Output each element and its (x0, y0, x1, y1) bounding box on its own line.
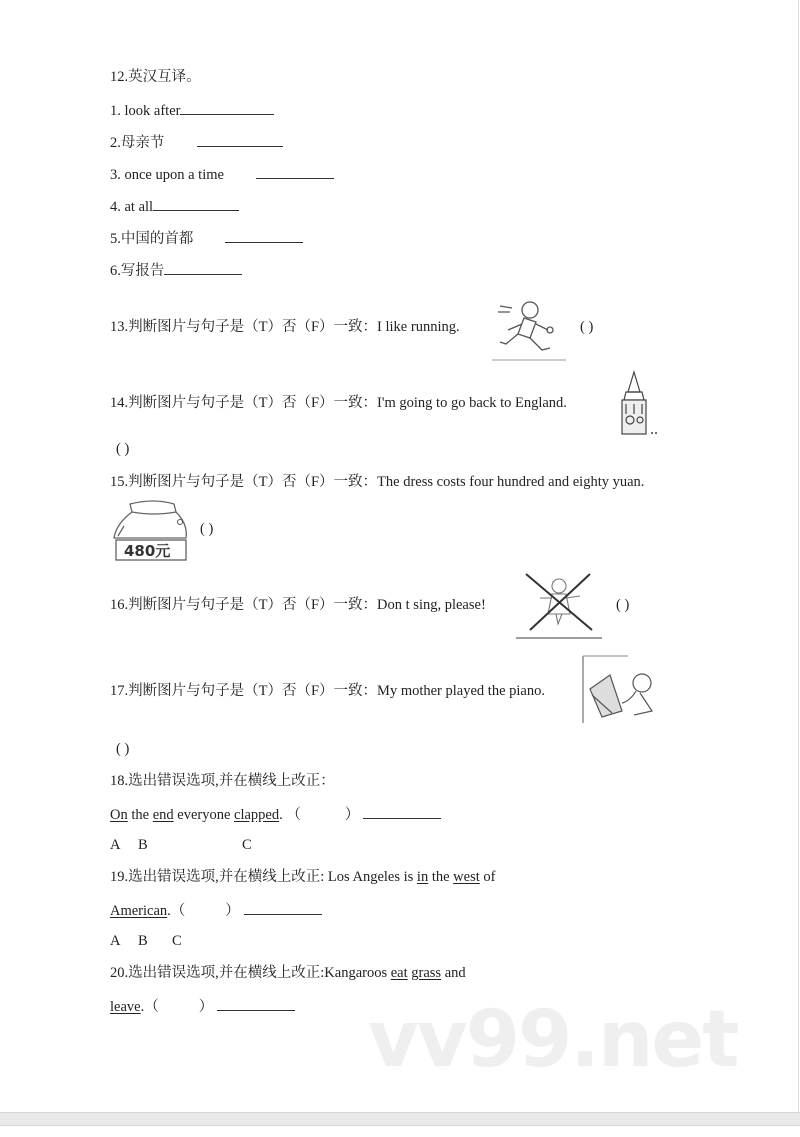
q12-item-2-text: 2.母亲节 (110, 135, 165, 151)
woman-playing-piano-picture (582, 655, 668, 725)
q12-item-4-text: 4. at all (110, 199, 154, 215)
option-label-a: A (110, 837, 121, 853)
q12-item-1-text: 1. look after (110, 103, 181, 119)
q20-option-a-word: eat (390, 965, 408, 981)
q20-option-b-word: grass (411, 965, 442, 981)
q20-line2 (110, 996, 295, 1016)
option-label-b: B (138, 837, 148, 853)
q13-number: 13. (110, 319, 129, 335)
q16-answer-parens[interactable]: ( ) (616, 597, 630, 613)
q15-number: 15. (110, 474, 129, 490)
q15-question (110, 473, 644, 491)
q18-title: 18.选出错误选项,并在横线上改正： (110, 773, 335, 789)
q20-text: and (441, 965, 466, 981)
q12-item-5 (110, 228, 303, 248)
q20-paren-open[interactable]: .（ (140, 999, 159, 1015)
q17-number: 17. (110, 683, 129, 699)
answer-blank[interactable] (225, 228, 303, 243)
q15-answer-parens[interactable]: ( ) (200, 521, 214, 537)
q19-paren-close: ） (225, 903, 240, 919)
q17-prompt: 判断图片与句子是（T）否（F）一致： (128, 683, 378, 699)
q19-text: of (479, 869, 496, 885)
q13-sentence: I like running. (377, 319, 460, 335)
q13-prompt: 判断图片与句子是（T）否（F）一致： (128, 319, 378, 335)
answer-blank[interactable] (164, 260, 242, 275)
q14-sentence: I'm going to go back to England. (377, 395, 567, 411)
q18-text: the (127, 807, 153, 823)
q19-paren-open[interactable]: .（ (167, 903, 186, 919)
q18-option-c-word: clapped (234, 807, 280, 823)
q16-number: 16. (110, 597, 129, 613)
q19-option-a-word: in (416, 869, 429, 885)
answer-blank[interactable] (363, 804, 441, 819)
q20-question (110, 964, 466, 982)
q12-item-1 (110, 100, 274, 120)
answer-blank[interactable] (197, 132, 283, 147)
q18-option-b-word: end (152, 807, 174, 823)
q16-question (110, 596, 486, 614)
q19-option-labels (110, 932, 182, 950)
q12-item-2 (110, 132, 283, 152)
q15-prompt: 判断图片与句子是（T）否（F）一致： (128, 474, 378, 490)
q16-sentence: Don t sing, please! (377, 597, 486, 613)
price-label: 480元 (124, 542, 171, 560)
page-separator (0, 1112, 800, 1126)
q18-paren-open[interactable]: . （ (279, 807, 301, 823)
running-boy-picture (484, 296, 568, 362)
q13-question (110, 318, 460, 336)
watermark: vv99.net (368, 995, 738, 1085)
q18-paren-close: ） (344, 807, 360, 823)
option-label-a: A (110, 933, 121, 949)
q14-question (110, 394, 567, 412)
answer-blank[interactable] (153, 196, 239, 211)
q12-item-3-text: 3. once upon a time (110, 167, 224, 183)
q12-item-5-text: 5.中国的首都 (110, 231, 194, 247)
q12-item-4 (110, 196, 239, 216)
q19-text: the (428, 869, 454, 885)
q14-answer-parens[interactable]: ( ) (116, 441, 130, 457)
q12-item-6-text: 6.写报告 (110, 263, 165, 279)
answer-blank[interactable] (256, 164, 334, 179)
q18-sentence (110, 804, 441, 824)
option-label-b: B (138, 933, 148, 949)
q16-prompt: 判断图片与句子是（T）否（F）一致： (128, 597, 378, 613)
big-ben-picture (616, 370, 666, 436)
q19-text: Los Angeles is (327, 869, 417, 885)
q12-item-6 (110, 260, 242, 280)
q20-text: Kangaroos (324, 965, 391, 981)
q17-sentence: My mother played the piano. (377, 683, 545, 699)
q14-prompt: 判断图片与句子是（T）否（F）一致： (128, 395, 378, 411)
option-label-c: C (172, 933, 182, 949)
q20-title: 20.选出错误选项,并在横线上改正: (110, 965, 325, 981)
q19-option-b-word: west (453, 869, 480, 885)
q19-line2 (110, 900, 322, 920)
q20-paren-close: ） (198, 999, 214, 1015)
q17-answer-parens[interactable]: ( ) (116, 741, 130, 757)
q13-answer-parens[interactable]: ( ) (580, 319, 594, 335)
option-label-c: C (242, 837, 252, 853)
answer-blank[interactable] (217, 996, 295, 1011)
q18-text: everyone (173, 807, 235, 823)
dress-price-picture (110, 498, 192, 562)
q19-option-c-word: American (110, 903, 168, 919)
q17-question (110, 682, 545, 700)
q19-title: 19.选出错误选项,并在横线上改正: (110, 869, 328, 885)
q15-sentence: The dress costs four hundred and eighty yuan. (377, 474, 645, 490)
answer-blank[interactable] (244, 900, 322, 915)
q20-option-c-word: leave (110, 999, 141, 1015)
crossed-out-singing-girl-picture (514, 570, 604, 640)
q19-question (110, 868, 495, 886)
q12-title: 12.英汉互译。 (110, 69, 201, 85)
q18-option-a-word: On (110, 807, 128, 823)
answer-blank[interactable] (180, 100, 274, 115)
q18-option-labels (110, 836, 252, 854)
q12-item-3 (110, 164, 334, 184)
q14-number: 14. (110, 395, 129, 411)
